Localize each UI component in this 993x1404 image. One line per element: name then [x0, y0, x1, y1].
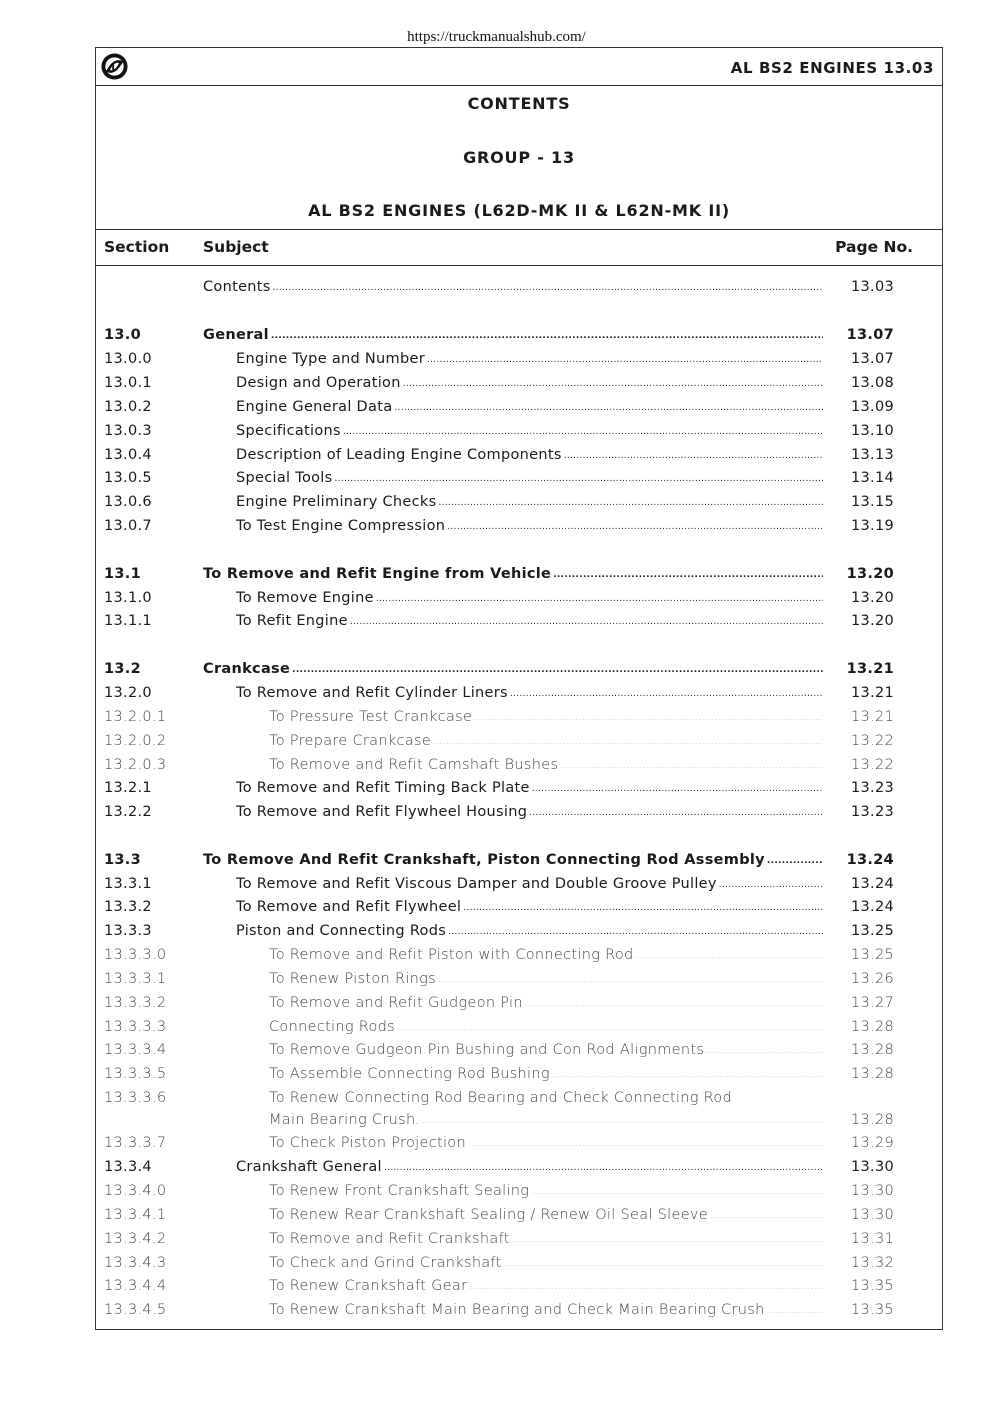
- subject-text: To Remove and Refit Camshaft Bushes: [269, 757, 559, 773]
- section-number: 13.3.4.2: [104, 1231, 167, 1247]
- title-block: [96, 86, 942, 230]
- subject-text: To Check Piston Projection: [269, 1135, 466, 1151]
- dot-leader: [532, 780, 823, 796]
- dot-leader: [334, 470, 823, 486]
- subject: [269, 1019, 823, 1035]
- toc-row[interactable]: [96, 969, 942, 991]
- toc-row[interactable]: [96, 445, 942, 467]
- contents-heading: CONTENTS: [467, 94, 571, 113]
- column-headers: [96, 230, 942, 266]
- section-number: 13.2.0.1: [104, 709, 167, 725]
- subject: [269, 1042, 823, 1058]
- dot-leader: [403, 375, 823, 391]
- toc-row[interactable]: [96, 802, 942, 824]
- toc-row[interactable]: [96, 588, 942, 610]
- toc-row[interactable]: [96, 778, 942, 800]
- page-number: 13.14: [850, 470, 894, 486]
- subject: [269, 971, 823, 987]
- ashok-leyland-logo-icon: [100, 52, 129, 81]
- subject-text: To Remove and Refit Piston with Connecting Rod: [269, 947, 634, 963]
- page-column-header: Page No.: [835, 238, 913, 256]
- toc-row[interactable]: [96, 564, 942, 586]
- page-number: 13.19: [850, 518, 894, 534]
- toc-row[interactable]: [96, 1181, 942, 1203]
- dot-leader: [271, 327, 823, 343]
- subject-text: To Remove Gudgeon Pin Bushing and Con Rod Alignments: [269, 1042, 705, 1058]
- toc-row[interactable]: [96, 1276, 942, 1298]
- section-number: 13.3.3.2: [104, 995, 167, 1011]
- svg-text:L: L: [111, 62, 118, 74]
- dot-leader: [529, 804, 823, 820]
- section-number: 13.0.0: [104, 351, 152, 367]
- subject: [269, 1066, 823, 1082]
- page-number: 13.28: [850, 1112, 894, 1128]
- toc-row[interactable]: [96, 325, 942, 347]
- page-number: 13.28: [850, 1042, 894, 1058]
- subject-text: Description of Leading Engine Components: [236, 447, 562, 463]
- page-number: 13.21: [846, 661, 894, 677]
- subject-text: To Pressure Test Crankcase: [269, 709, 473, 725]
- toc-row[interactable]: [96, 1157, 942, 1179]
- subject-text: Engine Type and Number: [236, 351, 425, 367]
- subject: [236, 351, 823, 367]
- section-number: 13.0.2: [104, 399, 152, 415]
- subject: [269, 1302, 823, 1318]
- toc-row[interactable]: [96, 874, 942, 896]
- dot-leader: [531, 1183, 823, 1199]
- subject-text: To Remove and Refit Timing Back Plate: [236, 780, 530, 796]
- subject-text: Crankshaft General: [236, 1159, 382, 1175]
- section-number: 13.0.7: [104, 518, 152, 534]
- page-number: 13.15: [850, 494, 894, 510]
- toc-row[interactable]: [96, 1205, 942, 1227]
- dot-leader: [350, 613, 823, 629]
- subject-text: Special Tools: [236, 470, 333, 486]
- page-number: 13.09: [850, 399, 894, 415]
- dot-leader: [447, 518, 823, 534]
- dot-leader: [710, 1207, 823, 1223]
- subject: [236, 923, 823, 939]
- dot-leader: [376, 590, 823, 606]
- subject-text: To Renew Front Crankshaft Sealing: [269, 1183, 530, 1199]
- subject: [203, 661, 823, 677]
- subject: [236, 399, 823, 415]
- toc-row[interactable]: [96, 993, 942, 1015]
- subject: [269, 995, 823, 1011]
- subject: [236, 1159, 823, 1175]
- toc-row[interactable]: [96, 421, 942, 443]
- section-number: 13.3.1: [104, 876, 152, 892]
- page-number: 13.24: [850, 899, 894, 915]
- section-number: 13.3.3.4: [104, 1042, 167, 1058]
- subject: [236, 780, 823, 796]
- page-number: 13.20: [850, 590, 894, 606]
- toc-row[interactable]: [96, 1300, 942, 1322]
- dot-leader: [560, 757, 823, 773]
- subject-text: Engine Preliminary Checks: [236, 494, 437, 510]
- page-number: 13.24: [850, 876, 894, 892]
- subject: [236, 590, 823, 606]
- page-number: 13.26: [850, 971, 894, 987]
- page-number: 13.28: [850, 1066, 894, 1082]
- page-number: 13.22: [850, 733, 894, 749]
- page-number: 13.10: [850, 423, 894, 439]
- subject-text: Engine General Data: [236, 399, 393, 415]
- toc-row[interactable]: [96, 731, 942, 753]
- toc-row[interactable]: [96, 349, 942, 371]
- toc-row[interactable]: [96, 755, 942, 777]
- subject: [236, 375, 823, 391]
- subject-text: Piston and Connecting Rods: [236, 923, 447, 939]
- toc-row[interactable]: [96, 1229, 942, 1251]
- section-number: 13.2.0.2: [104, 733, 167, 749]
- subject: [203, 852, 823, 868]
- section-number: 13.1.0: [104, 590, 152, 606]
- dot-leader: [719, 876, 823, 892]
- section-number: 13.3.3: [104, 923, 152, 939]
- toc-row[interactable]: [96, 611, 942, 633]
- subject-text: To Test Engine Compression: [236, 518, 446, 534]
- page-number: 13.13: [850, 447, 894, 463]
- page-number: 13.25: [850, 923, 894, 939]
- dot-leader: [343, 423, 823, 439]
- subject-text: General: [203, 327, 269, 343]
- toc-row[interactable]: [96, 1253, 942, 1275]
- toc-row[interactable]: [96, 897, 942, 919]
- dot-leader: [510, 685, 823, 701]
- page-number: 13.30: [850, 1207, 894, 1223]
- subject-text: To Remove and Refit Gudgeon Pin: [269, 995, 523, 1011]
- page-number: 13.07: [846, 327, 894, 343]
- page-number: 13.29: [850, 1135, 894, 1151]
- toc-row[interactable]: [96, 1064, 942, 1086]
- dot-leader: [448, 923, 823, 939]
- subject-text: To Remove and Refit Crankshaft: [269, 1231, 510, 1247]
- toc-row[interactable]: [96, 516, 942, 538]
- dot-leader: [564, 447, 823, 463]
- dot-leader: [273, 279, 823, 295]
- toc-row[interactable]: [96, 1017, 942, 1039]
- toc-row[interactable]: [96, 659, 942, 681]
- subject-text: To Renew Connecting Rod Bearing and Check Connecting Rod: [269, 1090, 733, 1106]
- subject: [269, 1135, 823, 1151]
- page-number: 13.32: [850, 1255, 894, 1271]
- dot-leader: [292, 661, 823, 677]
- toc-row[interactable]: [96, 468, 942, 490]
- toc-row[interactable]: [96, 492, 942, 514]
- subject-text: Contents: [203, 279, 271, 295]
- source-url[interactable]: https://truckmanualshub.com/: [407, 29, 586, 45]
- page-number: 13.27: [850, 995, 894, 1011]
- dot-leader: [469, 1278, 823, 1294]
- page-number: 13.08: [850, 375, 894, 391]
- subject-text: Crankcase: [203, 661, 291, 677]
- subject-text: To Remove And Refit Crankshaft, Piston Connecting Rod Assembly: [203, 852, 765, 868]
- toc-row[interactable]: [96, 373, 942, 395]
- subject: [203, 279, 823, 295]
- page-number: 13.20: [846, 566, 894, 582]
- section-number: 13.0: [104, 327, 141, 343]
- section-number: 13.3.2: [104, 899, 152, 915]
- section-number: 13.2.0: [104, 685, 152, 701]
- subject-text: To Remove and Refit Flywheel: [236, 899, 462, 915]
- page-number: 13.35: [850, 1278, 894, 1294]
- dot-leader: [767, 1302, 823, 1318]
- section-number: 13.0.4: [104, 447, 152, 463]
- subject-text: To Check and Grind Crankshaft: [269, 1255, 502, 1271]
- dot-leader: [512, 1231, 823, 1247]
- subject: [236, 804, 823, 820]
- subject-text: To Prepare Crankcase: [269, 733, 432, 749]
- subject: [236, 899, 823, 915]
- toc-row[interactable]: [96, 683, 942, 705]
- group-heading: GROUP - 13: [463, 148, 575, 167]
- dot-leader: [422, 1112, 823, 1128]
- subject: [236, 494, 823, 510]
- page-header: [96, 48, 942, 86]
- subject-text: To Remove and Refit Flywheel Housing: [236, 804, 528, 820]
- section-number: 13.3.3.5: [104, 1066, 167, 1082]
- subject-text: To Assemble Connecting Rod Bushing: [269, 1066, 550, 1082]
- toc-row[interactable]: [96, 1088, 942, 1128]
- section-number: 13.3.3.3: [104, 1019, 167, 1035]
- section-number: 13.1: [104, 566, 141, 582]
- section-number: 13.3.4.0: [104, 1183, 167, 1199]
- subject: [236, 613, 823, 629]
- section-number: 13.3.3.7: [104, 1135, 167, 1151]
- section-number: 13.3.4.1: [104, 1207, 167, 1223]
- subject: [269, 1278, 823, 1294]
- dot-leader: [394, 399, 823, 415]
- section-number: 13.2.1: [104, 780, 152, 796]
- dot-leader: [427, 351, 823, 367]
- section-number: 13.3.4: [104, 1159, 152, 1175]
- subject-text: Specifications: [236, 423, 341, 439]
- page-number: 13.30: [850, 1183, 894, 1199]
- page-number: 13.31: [850, 1231, 894, 1247]
- section-number: 13.3.4.4: [104, 1278, 167, 1294]
- page-number: 13.35: [850, 1302, 894, 1318]
- dot-leader: [433, 733, 823, 749]
- subject-text: Main Bearing Crush.: [269, 1112, 421, 1128]
- subject: [269, 1183, 823, 1199]
- dot-leader: [504, 1255, 823, 1271]
- dot-leader: [438, 494, 823, 510]
- section-number: 13.2.0.3: [104, 757, 167, 773]
- dot-leader: [767, 852, 823, 868]
- subject: [203, 566, 823, 582]
- subject-text: To Renew Rear Crankshaft Sealing / Renew Oil Seal Sleeve: [269, 1207, 709, 1223]
- toc-row[interactable]: [96, 277, 942, 299]
- dot-leader: [552, 1066, 823, 1082]
- subject-text: Connecting Rods: [269, 1019, 396, 1035]
- section-number: 13.3.3.6: [104, 1090, 167, 1106]
- section-number: 13.1.1: [104, 613, 152, 629]
- section-number: 13.0.5: [104, 470, 152, 486]
- dot-leader: [636, 947, 823, 963]
- page-number: 13.23: [850, 804, 894, 820]
- subject: [236, 447, 823, 463]
- dot-leader: [525, 995, 823, 1011]
- page-number: 13.03: [850, 279, 894, 295]
- dot-leader: [553, 566, 823, 582]
- subject: [236, 685, 823, 701]
- dot-leader: [384, 1159, 823, 1175]
- section-number: 13.3.3.1: [104, 971, 167, 987]
- toc-row[interactable]: [96, 397, 942, 419]
- subject-text: To Remove and Refit Engine from Vehicle: [203, 566, 552, 582]
- subject: [269, 1255, 823, 1271]
- subject-text: Design and Operation: [236, 375, 401, 391]
- subject-text: To Renew Crankshaft Main Bearing and Check Main Bearing Crush: [269, 1302, 765, 1318]
- page-number: 13.07: [850, 351, 894, 367]
- page-number: 13.21: [850, 709, 894, 725]
- subject-line-2: [269, 1112, 823, 1128]
- subject: [269, 1207, 823, 1223]
- subject: [269, 757, 823, 773]
- section-number: 13.2: [104, 661, 141, 677]
- toc-row[interactable]: [96, 921, 942, 943]
- section-number: 13.3.4.5: [104, 1302, 167, 1318]
- subject: [236, 518, 823, 534]
- page-number: 13.21: [850, 685, 894, 701]
- page-number: 13.28: [850, 1019, 894, 1035]
- dot-leader: [463, 899, 823, 915]
- subject-column-header: Subject: [203, 238, 269, 256]
- dot-leader: [706, 1042, 823, 1058]
- dot-leader: [474, 709, 823, 725]
- subject-text: To Remove and Refit Cylinder Liners: [236, 685, 508, 701]
- subject-line-1: [269, 1090, 823, 1106]
- subject: [269, 733, 823, 749]
- section-number: 13.0.1: [104, 375, 152, 391]
- dot-leader: [438, 971, 823, 987]
- page-number: 13.23: [850, 780, 894, 796]
- subject-text: To Refit Engine: [236, 613, 348, 629]
- subject: [203, 327, 823, 343]
- toc-row[interactable]: [96, 1133, 942, 1155]
- section-number: 13.2.2: [104, 804, 152, 820]
- section-number: 13.3.3.0: [104, 947, 167, 963]
- dot-leader: [468, 1135, 823, 1151]
- subject-text: To Renew Crankshaft Gear: [269, 1278, 468, 1294]
- section-number: 13.0.6: [104, 494, 152, 510]
- subject: [236, 470, 823, 486]
- page-number: 13.20: [850, 613, 894, 629]
- section-number: 13.3.4.3: [104, 1255, 167, 1271]
- section-column-header: Section: [104, 238, 170, 256]
- subject: [269, 1231, 823, 1247]
- contents-frame: [95, 47, 943, 1330]
- page-number: 13.24: [846, 852, 894, 868]
- subject: [236, 423, 823, 439]
- section-number: 13.3: [104, 852, 141, 868]
- document-code: AL BS2 ENGINES 13.03: [730, 59, 934, 77]
- subject-text: To Remove and Refit Viscous Damper and Double Groove Pulley: [236, 876, 717, 892]
- section-number: 13.0.3: [104, 423, 152, 439]
- toc-row[interactable]: [96, 945, 942, 967]
- page-number: 13.30: [850, 1159, 894, 1175]
- subject: [269, 709, 823, 725]
- engine-heading: AL BS2 ENGINES (L62D-MK II & L62N-MK II): [308, 201, 730, 220]
- toc-row[interactable]: [96, 707, 942, 729]
- page-number: 13.22: [850, 757, 894, 773]
- subject: [269, 947, 823, 963]
- page-number: 13.25: [850, 947, 894, 963]
- toc-row[interactable]: [96, 850, 942, 872]
- subject: [236, 876, 823, 892]
- subject-text: To Renew Piston Rings: [269, 971, 437, 987]
- dot-leader: [397, 1019, 823, 1035]
- subject-text: To Remove Engine: [236, 590, 374, 606]
- toc-row[interactable]: [96, 1040, 942, 1062]
